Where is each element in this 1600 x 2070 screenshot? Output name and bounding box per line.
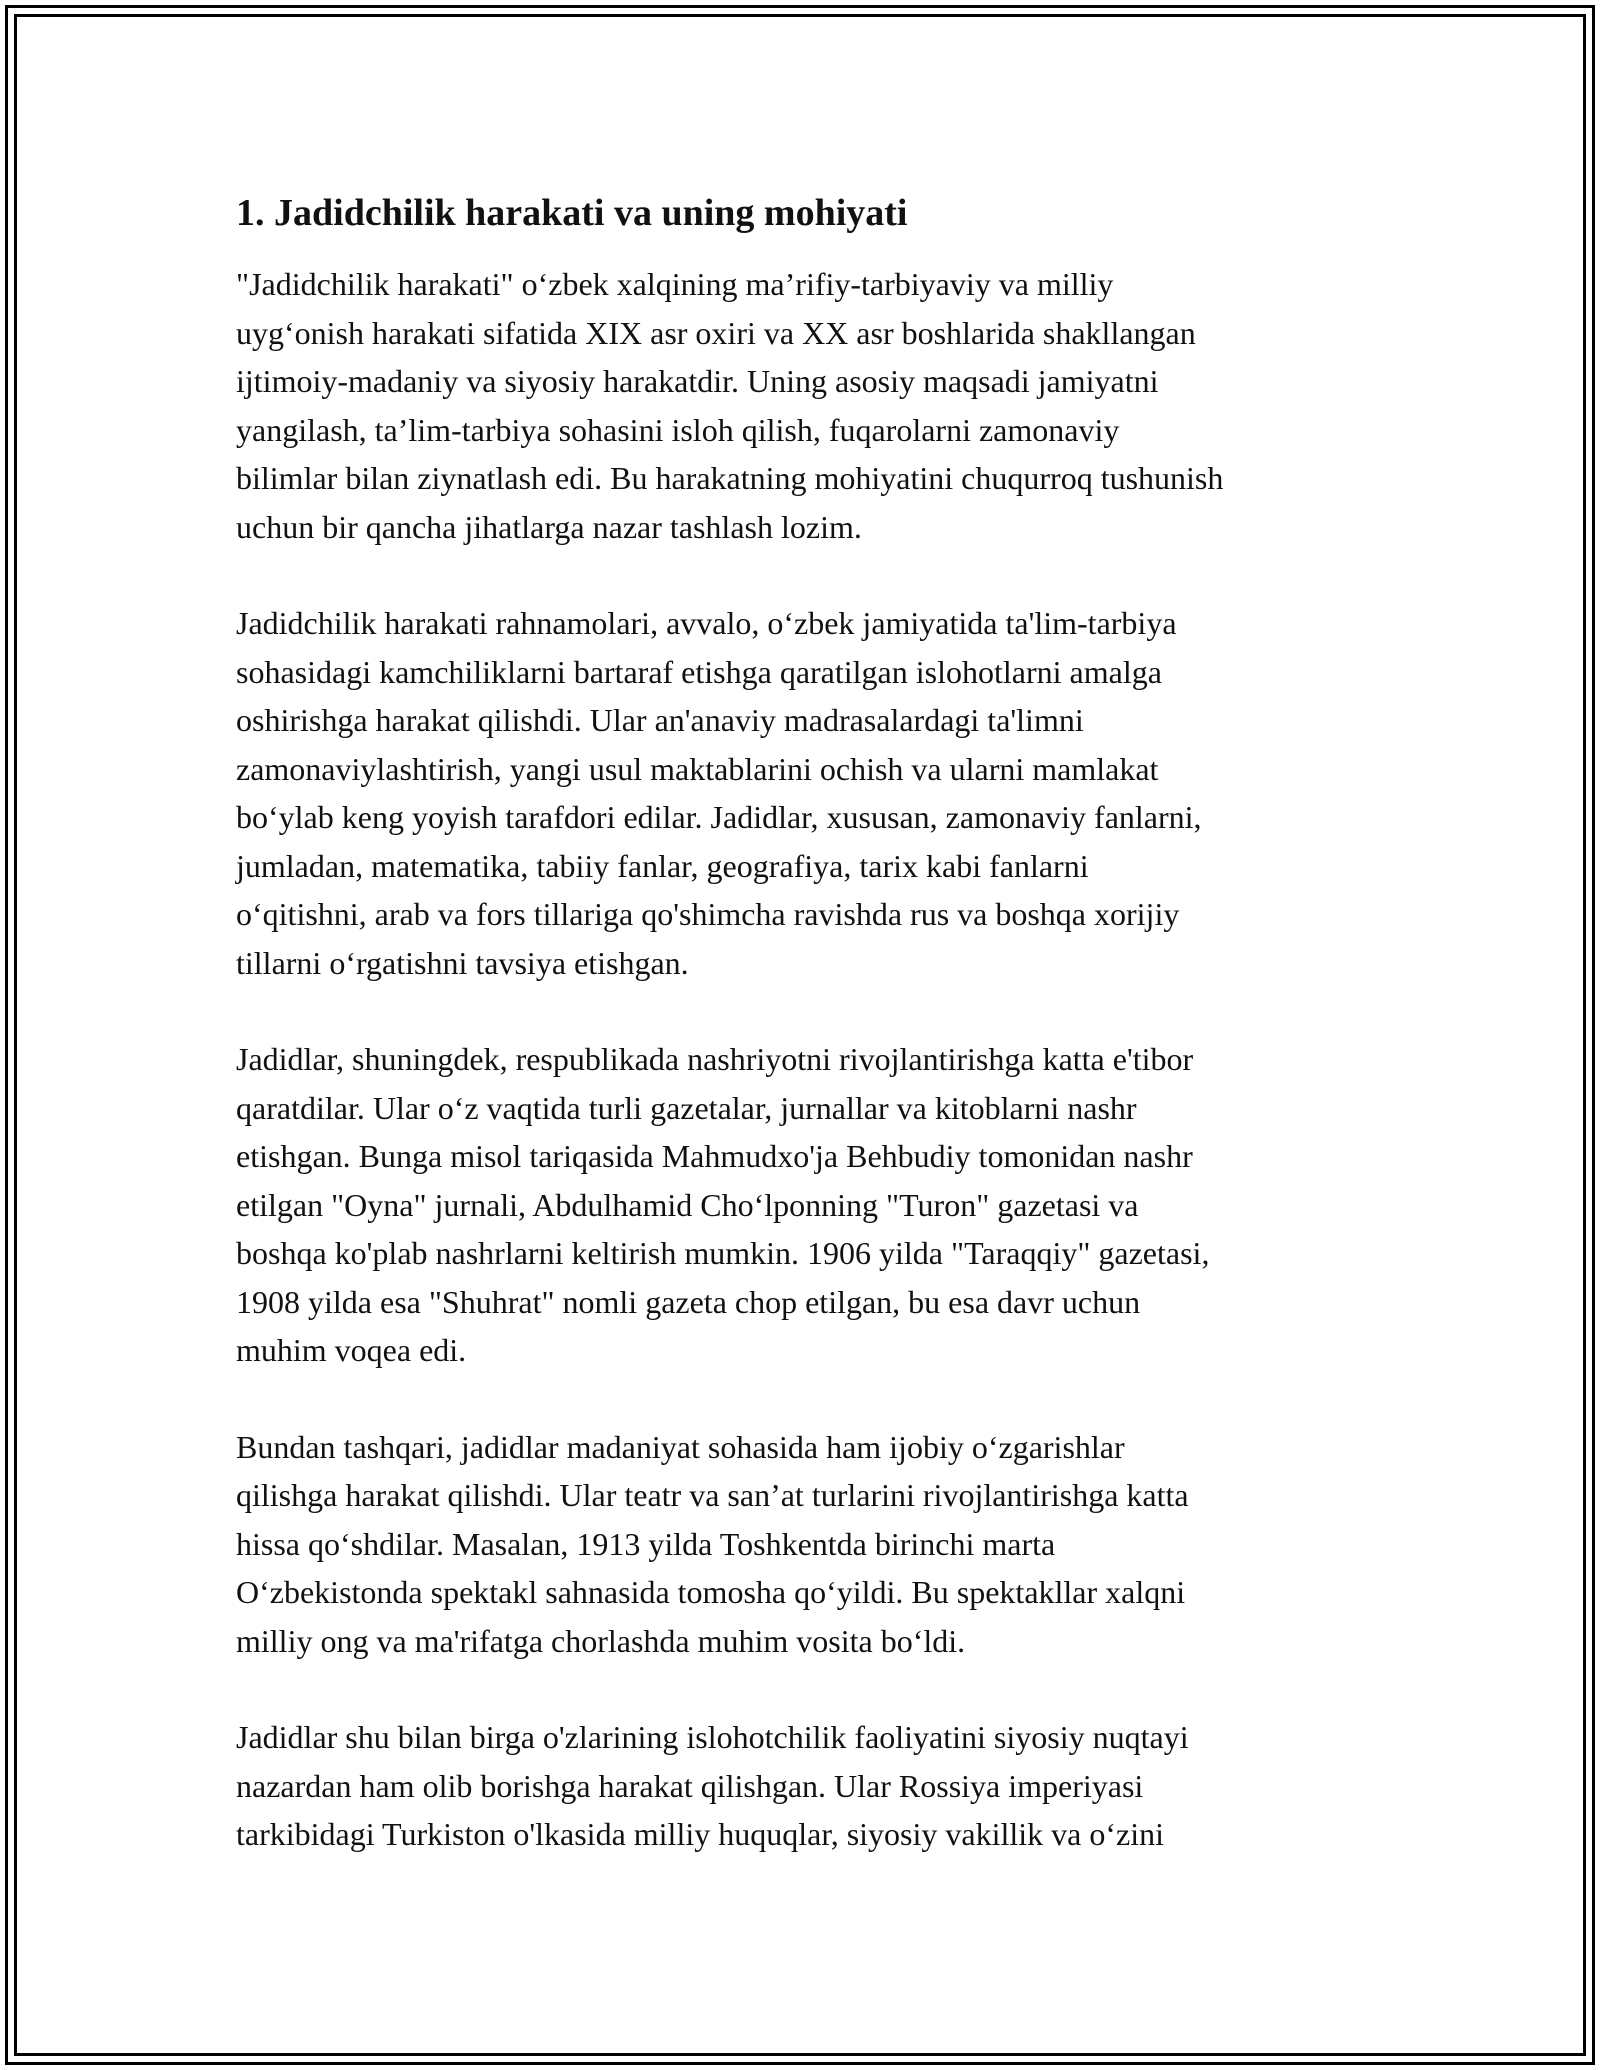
- text-line: o‘qitishni, arab va fors tillariga qo'shimcha ravishda rus va boshqa xorijiy: [236, 896, 1180, 932]
- text-line: milliy ong va ma'rifatga chorlashda muhim vosita bo‘ldi.: [236, 1622, 966, 1659]
- text-line: ijtimoiy-madaniy va siyosiy harakatdir. Uning asosiy maqsadi jamiyatni: [236, 363, 1159, 399]
- text-line: boshqa ko'plab nashrlarni keltirish mumkin. 1906 yilda "Taraqqiy" gazetasi,: [236, 1235, 1210, 1271]
- paragraph-2: [236, 599, 1386, 987]
- text-line: tarkibidagi Turkiston o'lkasida milliy huquqlar, siyosiy vakillik va o‘zini: [236, 1816, 1164, 1852]
- text-line: qilishga harakat qilishdi. Ular teatr va san’at turlarini rivojlantirishga katta: [236, 1477, 1189, 1513]
- paragraph-3: [236, 1035, 1386, 1375]
- text-line: 1908 yilda esa "Shuhrat" nomli gazeta chop etilgan, bu esa davr uchun: [236, 1283, 1141, 1320]
- paragraph-5: [236, 1713, 1386, 1859]
- text-line: bilimlar bilan ziynatlash edi. Bu harakatning mohiyatini chuqurroq tushunish: [236, 460, 1224, 496]
- text-line: sohasidagi kamchiliklarni bartaraf etishga qaratilgan islohotlarni amalga: [236, 653, 1162, 690]
- text-line: tillarni o‘rgatishni tavsiya etishgan.: [236, 944, 689, 981]
- text-line: uchun bir qancha jihatlarga nazar tashlash lozim.: [236, 508, 862, 545]
- section-heading: 1. Jadidchilik harakati va uning mohiyati: [236, 192, 908, 234]
- text-line: jumladan, matematika, tabiiy fanlar, geografiya, tarix kabi fanlarni: [236, 847, 1089, 884]
- document-body: [236, 186, 1386, 1907]
- text-line: zamonaviylashtirish, yangi usul maktablarini ochish va ularni mamlakat: [236, 750, 1159, 787]
- text-line: uyg‘onish harakati sifatida XIX asr oxiri va XX asr boshlarida shakllangan: [236, 314, 1196, 351]
- text-line: bo‘ylab keng yoyish tarafdori edilar. Jadidlar, xususan, zamonaviy fanlarni,: [236, 799, 1202, 835]
- text-line: Bundan tashqari, jadidlar madaniyat sohasida ham ijobiy o‘zgarishlar: [236, 1428, 1125, 1465]
- text-line: O‘zbekistonda spektakl sahnasida tomosha qo‘yildi. Bu spektakllar xalqni: [236, 1574, 1186, 1610]
- text-line: Jadidchilik harakati rahnamolari, avvalo, o‘zbek jamiyatida ta'lim-tarbiya: [236, 605, 1177, 641]
- text-line: yangilash, ta’lim-tarbiya sohasini isloh qilish, fuqarolarni zamonaviy: [236, 411, 1120, 448]
- text-line: Jadidlar shu bilan birga o'zlarining islohotchilik faoliyatini siyosiy nuqtayi: [236, 1719, 1189, 1755]
- text-line: muhim voqea edi.: [236, 1332, 467, 1368]
- text-line: "Jadidchilik harakati" o‘zbek xalqining ma’rifiy-tarbiyaviy va milliy: [236, 266, 1114, 302]
- text-line: etilgan "Oyna" jurnali, Abdulhamid Cho‘lponning "Turon" gazetasi va: [236, 1186, 1139, 1223]
- text-line: qaratdilar. Ular o‘z vaqtida turli gazetalar, jurnallar va kitoblarni nashr: [236, 1089, 1137, 1126]
- text-line: oshirishga harakat qilishdi. Ular an'anaviy madrasalardagi ta'limni: [236, 702, 1084, 738]
- text-line: hissa qo‘shdilar. Masalan, 1913 yilda Toshkentda birinchi marta: [236, 1525, 1056, 1562]
- text-line: etishgan. Bunga misol tariqasida Mahmudxo'ja Behbudiy tomonidan nashr: [236, 1138, 1193, 1174]
- paragraph-4: [236, 1423, 1386, 1666]
- text-line: Jadidlar, shuningdek, respublikada nashriyotni rivojlantirishga katta e'tibor: [236, 1041, 1194, 1077]
- paragraph-1: [236, 260, 1386, 551]
- text-line: nazardan ham olib borishga harakat qilishgan. Ular Rossiya imperiyasi: [236, 1767, 1144, 1804]
